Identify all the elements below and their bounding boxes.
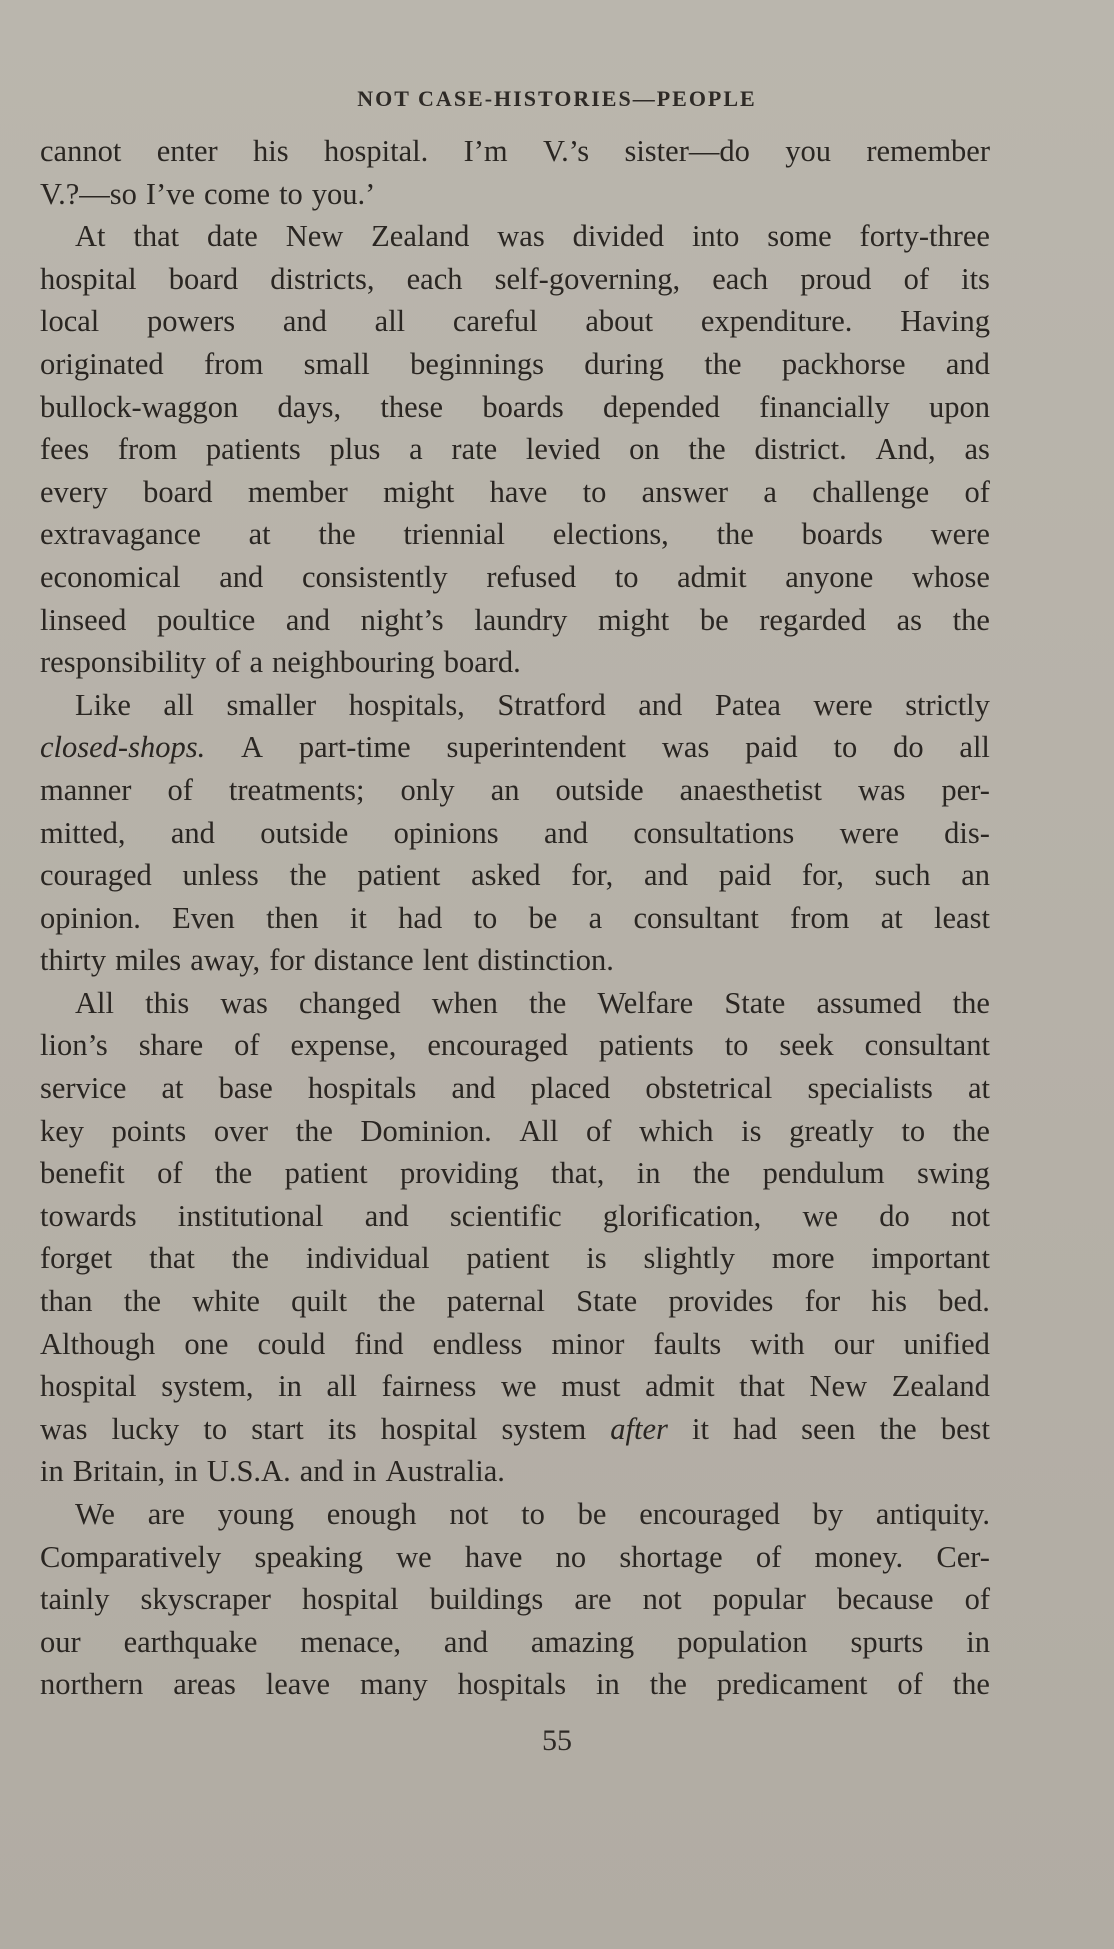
text-line: cannot enter his hospital. I’m V.’s sister—do you remember: [40, 134, 990, 168]
text-line: opinion. Even then it had to be a consultant from at least: [40, 900, 990, 935]
text-line: closed-shops. A part-time superintendent was paid to do all: [40, 730, 990, 765]
text-line: bullock-waggon days, these boards depended financially upon: [40, 389, 990, 424]
text-line: forget that the individual patient is slightly more important: [40, 1241, 990, 1276]
text-line: in Britain, in U.S.A. and in Australia.: [40, 1454, 505, 1489]
text-line: tainly skyscraper hospital buildings are not popular because of: [40, 1582, 990, 1617]
text-line: originated from small beginnings during the packhorse and: [40, 346, 990, 381]
body-text: [40, 130, 990, 1706]
text-line: Like all smaller hospitals, Stratford and Patea were strictly: [75, 687, 990, 722]
text-line: northern areas leave many hospitals in the predicament of the: [40, 1667, 990, 1702]
text-line: Comparatively speaking we have no shortage of money. Cer-: [40, 1539, 990, 1574]
text-line: extravagance at the triennial elections, the boards were: [40, 517, 990, 552]
text-line: responsibility of a neighbouring board.: [40, 645, 521, 680]
text-line: economical and consistently refused to admit anyone whose: [40, 559, 990, 594]
text-line: local powers and all careful about expenditure. Having: [40, 304, 990, 339]
text-line: thirty miles away, for distance lent distinction.: [40, 943, 614, 978]
text-line: fees from patients plus a rate levied on the district. And, as: [40, 432, 990, 467]
text-line: Although one could find endless minor faults with our unified: [40, 1326, 990, 1361]
text-line: benefit of the patient providing that, in the pendulum swing: [40, 1156, 990, 1191]
text-line: We are young enough not to be encouraged by antiquity.: [75, 1497, 990, 1531]
text-line: hospital system, in all fairness we must admit that New Zealand: [40, 1369, 990, 1404]
text-line: V.?—so I’ve come to you.’: [40, 176, 376, 211]
text-line: our earthquake menace, and amazing population spurts in: [40, 1624, 990, 1659]
text-line: service at base hospitals and placed obstetrical specialists at: [40, 1071, 990, 1106]
running-head: NOT CASE-HISTORIES—PEOPLE: [357, 86, 757, 111]
text-line: towards institutional and scientific glorification, we do not: [40, 1198, 990, 1233]
text-line: At that date New Zealand was divided into some forty-three: [75, 219, 990, 254]
text-line: hospital board districts, each self-governing, each proud of its: [40, 261, 990, 296]
text-line: linseed poultice and night’s laundry might be regarded as the: [40, 602, 990, 637]
text-line: was lucky to start its hospital system after it had seen the best: [40, 1411, 990, 1446]
text-line: key points over the Dominion. All of which is greatly to the: [40, 1113, 990, 1148]
text-line: mitted, and outside opinions and consultations were dis-: [40, 815, 990, 850]
text-line: couraged unless the patient asked for, and paid for, such an: [40, 858, 990, 893]
text-line: manner of treatments; only an outside anaesthetist was per-: [40, 772, 990, 807]
text-line: every board member might have to answer a challenge of: [40, 474, 990, 509]
text-line: than the white quilt the paternal State provides for his bed.: [40, 1284, 990, 1319]
page-number: 55: [542, 1724, 572, 1757]
text-line: All this was changed when the Welfare State assumed the: [75, 985, 990, 1020]
text-line: lion’s share of expense, encouraged patients to seek consultant: [40, 1028, 990, 1063]
